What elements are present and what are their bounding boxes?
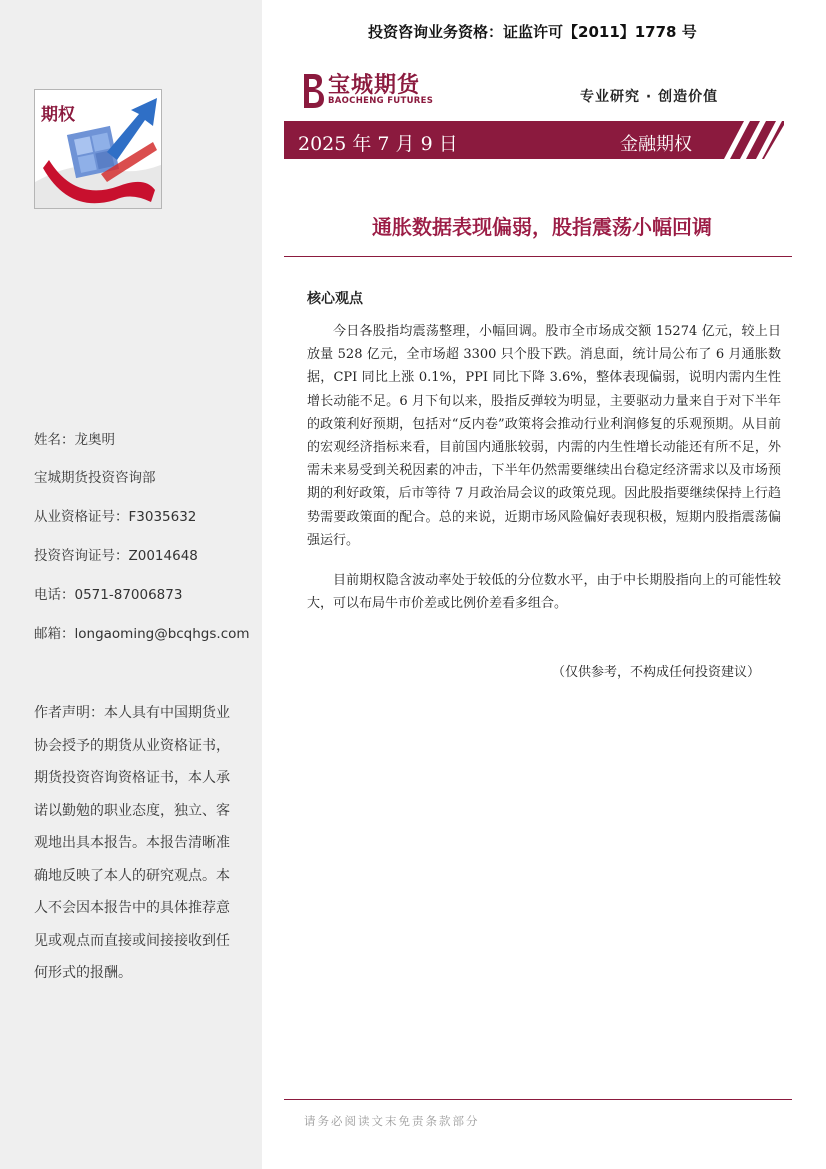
- logo-label: 期权: [41, 105, 75, 125]
- phone-number: 电话：0571-87006873: [34, 587, 183, 603]
- brand-logo: [298, 68, 438, 112]
- license-statement: 投资咨询业务资格：证监许可【2011】1778 号: [368, 23, 697, 41]
- brand-name-en: BAOCHENG FUTURES: [328, 96, 434, 106]
- title-divider: [284, 256, 792, 257]
- header-bar: [284, 121, 784, 159]
- sidebar: [0, 0, 262, 1169]
- author-dept: 宝城期货投资咨询部: [34, 470, 156, 486]
- options-logo: [34, 89, 162, 209]
- disclaimer: （仅供参考，不构成任何投资建议）: [552, 665, 761, 680]
- brand-name-cn: 宝城期货: [328, 72, 421, 98]
- slogan: 专业研究 · 创造价值: [580, 89, 719, 105]
- baocheng-logo-icon: [298, 70, 326, 110]
- footer-divider: [284, 1099, 792, 1100]
- author-declaration: 作者声明：本人具有中国期货业协会授予的期货从业资格证书，期货投资咨询资格证书，本人承诺以勤勉的职业态度，独立、客观地出具本报告。本报告清晰准确地反映了本人的研究观点。本人不会因本报告中的具体推荐意见或观点而直接或间接接收到任何形式的报酬。: [34, 705, 230, 981]
- paragraph-main: 今日各股指均震荡整理，小幅回调。股市全市场成交额 15274 亿元，较上日放量 528 亿元，全市场超 3300 只个股下跌。消息面，统计局公布了 6 月通胀数据，CPI 同比上涨 0.1%，PPI 同比下降 3.6%，整体表现偏弱，说明内需内生性增长动能不足。6 月下旬以来，股指反弹较为明显，主要驱动力量来自于对下半年的政策利好预期，包括对“反内卷”政策将会推动行业利润修复的乐观预期。从目前的宏观经济指标来看，目前国内通胀较弱，内需的内生性增长动能还有所不足，外需未来易受到关税因素的冲击，下半年仍然需要继续出台稳定经济需求以及市场预期的利好政策，后市等待 7 月政治局会议的政策兑现。因此股指要继续保持上行趋势需要政策面的配合。总的来说，近期市场风险偏好表现积极，短期内股指震荡偏强运行。: [307, 324, 781, 548]
- consult-number: 投资咨询证号：Z0014648: [34, 548, 198, 564]
- report-category: 金融期权: [620, 134, 692, 155]
- author-name: 姓名：龙奥明: [34, 432, 115, 448]
- report-date: 2025 年 7 月 9 日: [298, 133, 458, 155]
- footer-notice: 请务必阅读文末免责条款部分: [304, 1114, 480, 1128]
- report-title: 通胀数据表现偏弱，股指震荡小幅回调: [372, 215, 712, 239]
- email-address: 邮箱：longaoming@bcqhgs.com: [34, 626, 250, 642]
- paragraph-options: 目前期权隐含波动率处于较低的分位数水平，由于中长期股指向上的可能性较大，可以布局牛市价差或比例价差看多组合。: [307, 573, 781, 612]
- license-number: 从业资格证号：F3035632: [34, 509, 197, 525]
- section-heading: 核心观点: [307, 291, 363, 307]
